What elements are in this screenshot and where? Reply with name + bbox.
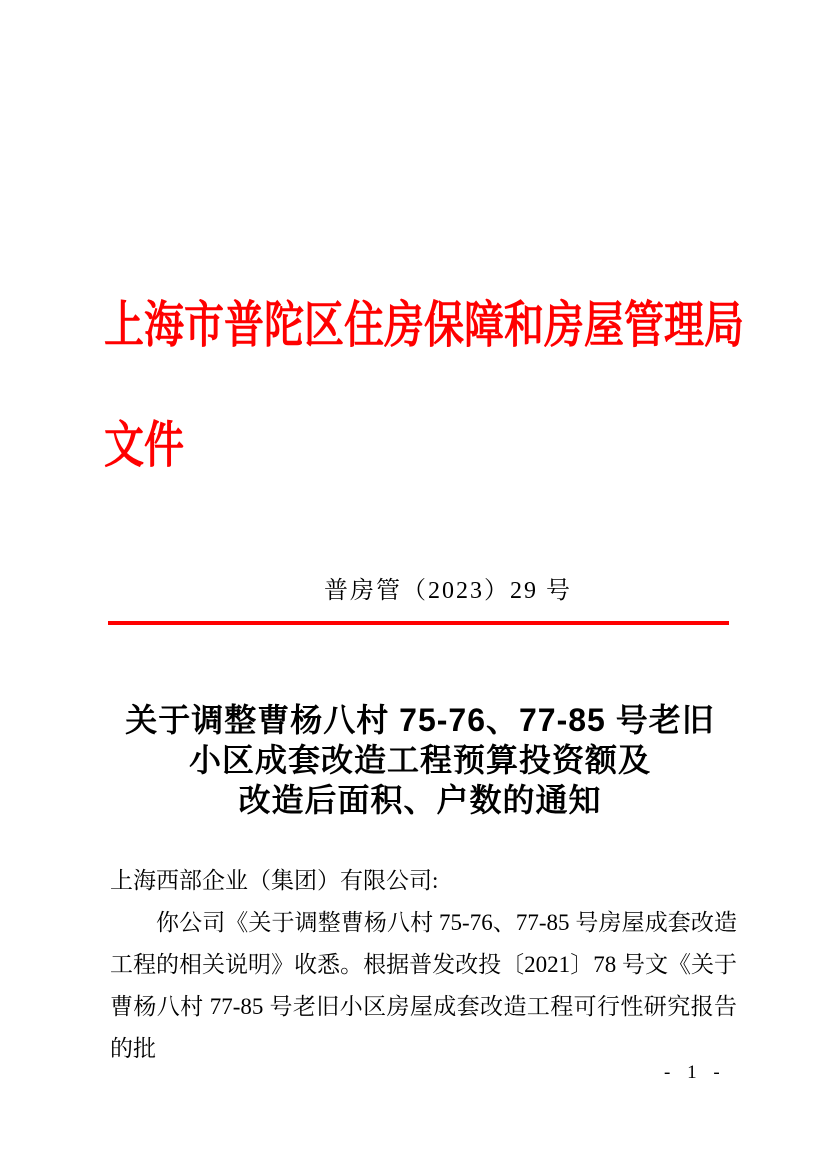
document-number: 普房管（2023）29 号 xyxy=(324,578,572,604)
body-text xyxy=(110,860,737,1070)
body-paragraph: 你公司《关于调整曹杨八村 75-76、77-85 号房屋成套改造工程的相关说明》收悉。根据普发改投〔2021〕78 号文《关于曹杨八村 77-85 号老旧小区房屋成套改造工程可行性研究报告的批 xyxy=(110,910,737,1061)
notice-title-line-2: 小区成套改造工程预算投资额及 xyxy=(188,742,651,778)
notice-title-line-3: 改造后面积、户数的通知 xyxy=(238,782,602,818)
notice-title-line-1: 关于调整曹杨八村 75-76、77-85 号老旧 xyxy=(125,702,715,738)
notice-title xyxy=(110,700,730,820)
salutation: 上海西部企业（集团）有限公司: xyxy=(110,868,439,893)
page-number: - 1 - xyxy=(664,1062,726,1083)
letterhead-title: 上海市普陀区住房保障和房屋管理局文件 xyxy=(104,297,744,473)
red-divider-line xyxy=(108,621,729,625)
